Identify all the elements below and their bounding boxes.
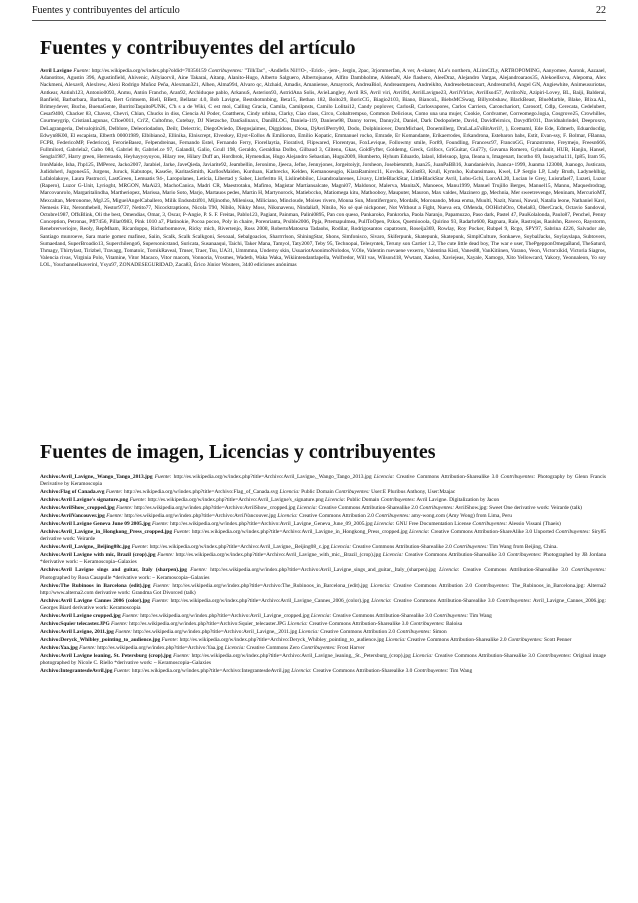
contributors-label: Contribuyentes:: [301, 644, 336, 651]
license-name: Creative Commons Attribution 2.0: [320, 629, 396, 636]
source-url[interactable]: http://es.wikipedia.org/w/index.php?title=Archivo:The_Rubinoos_in_Barcelona_(edit).jpg: [172, 582, 368, 589]
image-entry: [32, 645, 606, 652]
license-name: Creative Commons Attribution-Sharealike 2.0: [318, 505, 418, 512]
contributors-label: Contribuyentes:: [496, 598, 532, 604]
contributors-label: Contribuyentes:: [571, 567, 606, 574]
license-label: Licencia:: [412, 652, 433, 659]
source-url[interactable]: http://es.wikipedia.org/w/index.php?title=Archivo:Yaa.jpg: [97, 644, 224, 651]
contributors-list: "TilkTac", -Andlefis Nil!!O-, -Erick-, -jem-, Jergin, 2pac, 3rjommerfan, A ver, A-skater, ALe's northern, ALiimCfLy, ARTROPOMING, Aanyomee, Aaronk, Aazaael, Adanotitos, Agustin 396, Agustinfield, Ahivenic, Ailyiaorvil, Aine Takarai, Aitanp, Alanito-Hugo, Alberto Salguero, Albertojuanse, Alfito Dambholme, AldenaN, Ale flashero, AleeDraz, Alejandro Vargas, Alejandroaraos35, AlekoelIscva, Alepoma, Alex Nackmeni, Alexav8, Alexlrew, Alexi Rodrigo Muñoz Peña, Alexman321, Alhen, Alma994, Alvaro qc, Alzhaid, Amadis, Amaniense, Amayrock, AndreaBiol, Andreasmperu, Andreiklto, Andresebetancourt, Andresmo94, Angel GN, Angiewhite, Animeusuriotas, Antkear, Antiuh123, Antonio0093, Anmu, Antón Francho, Aran92, Archiduque pablo, ArkanuS, Asterion93, AstridAna Solis, AvieLangley, Avril RS, Avril viri, Avril94, AvrilLavigne23, AvrilVirlav, AvrilIso457, AvrilroNz, Azipiri-Lovey, BL, Baiji, Balderai, Banfield, Barbarbara, Barbarita, Bert Grimsem, Biell, BBett, Bellatar 4.0, Bob Lavigne, Bestshotnnbing, Beta15, Bethan 182, Boito29, BoricCG, Biagio2103, Biano, BiancoL, BiebsMCSwag, Billyrobshaw, BlackBeast, BlueMarble, Blake, Blixa.AL, Brimey4ever, Bucho, BuenaGente, BurritoTaquitoPUNK, C'h s a de Wiki, C est moi, Calling Gracia, Camila, Camilpnsts, Camilo Lolitai12, Candy poplover, CarlosB, Carlosvapores, Carlos Carriera, Caronchariort, Carosotf, Cdlp, Cerecata, Cedelubert, Cesar9400, Chacker 83, Chavez, Chevri, Chian, Chucks in diss, Ciencia Al Poder, Coatthens, Cindy urbina, Clarky, Ciao class, Circo, Cobaltrempso, Common Delicious, Como una una mujer, Cookie, Cordvamer, Correomego.logia, Cosgrove25, Crowhilles, Courtneygrip, CristianLagunas, Cfloe0011, Cri'Z, Cultofmo, Cutebay, DJ Nietzsche, DanSalinaxx, DaniBLOG, Daniela-119, Daniene98, Danny torres, Danny24, Daniel, Dark Dodopolette, David, Davidfeirnics, Davydfir011, Davidnahrindel, Deeproxro, DeLagrangeria, Delvalojtin26, Delblore, Deleoriodadon, Deilr, Delectric, DiegoOviedo, Diegosjaimes, Diggidons, Diosa, DjAvrilPerry00, Dodo, Dolphiniover, DomMichael, Donemillerg, DraLaLa5'sBitAvril?, ), Ecemaml, Ede Ede, Edmerb, Eduardocdig, Edwyn8K00, El escapista, Elberth 00001989, Elbibiano2, Ellinika, Elniscrept, Elveokey, Elyst+Eollos & Emiliorsto, Emilio Kopatic, Emmanuel rocko, Emrade, Er Komandante, Erikaerrodes, Erkandrona, Estebaron babs, Estit, Evan-ssy, F. Bolmar, FBanna, FCPB, FedericoMP, Federicorj, FerorieBasez, Felpendreinas, Fernando Estel, Fernando Ferry, Fiorellaytia, Fiorativd, Flipwared, Florentyas, FoxLevique, Followmy smile, For89, Foundling, Francesc97, FrancoGG, Franzstrome, Freymejo, Freesn666, Fullmilord, Gabriela2, Gabo 084, Gabriel 8r, Gabriel.ce 97, Galandil, Galio, Gcull 198, Geraldo, Geraldina Dolbo, Gilbaud 3, Glitenu, Gkas, GoldFyfter, Goldemg, Greck, Grifocs, GriGuitar, Gui77y, Guvama Romero, Gylanhalit, HUB, Hanjin, Hansel, Sengla1987, Harry green, Herrerasdo, Heyhayyoyoyou, Hilary ree, Hilary Duff an, Hordbrok, Hymendias, Hugo Alejandro Sebastian, Hugo2009, Humberto, Hyhum Eduardo, Ialaol, Idlelsuop, Igna, Ileana n, Imagenart, Incotho 69, Insayacha111, Ip85, Iram 95, IronMaide, Isha, I'hp125, IMPerez, Jacko2007, Jarabiel, Jarke, JaveQieda, Javiarite92, Jeambellin, Jeronimo, Jjeeca, Jefne, Jennyjones, Jorgeitoiyjt, Jorsheon, Josebietsmtb, Juan25, JuanPaBB16, Juandanielvin, Juanca+1999, Juanma 123008, Juanogo, Justicara, Judidoherl, Jugones55, Jurgens, Juruck, Kabutops, KaseSe, KaritasSmith, KarllosMaiden, Kurduan, Kathrecks, Kelden, Kemanoseugio, KiaraRamirez11, Kovdus, Kolist83, Krull, Kymsho, Kubansimasu, Kwel, LP Sergio LP, Lady Bruth, Ladynehlhig, Lafalolakoye, Laura Pastrucci, LastGreen, Lemuatis 94-, Laropolanes, Leticia, Libertad y Saber, Lisrferitto H, Lislinebbiloc, Lisandroalarenes, Livavy, LittleBlackStar, LittleBlackStar Avril, Lobu-Gchi, LoroAL20, Lucian le Grey, Luisrafael7, Luzeti, Luzor (Rapero), Luzor G-Unit, Lyrioght, MRGON, MaAi23, MachoCanica, Madri CR, Maestrotaku, Mafimo, Magistar Martiansalcate, Magni07, Maldonor, Malerva, ManitaX, Manoeos, Manu1999, Manuel Trujillo Berges, Manuel15, Mannu, Maquedrodrag, Marcovanrolo, Margaritalindha, Martheriopez, Marissa, Mario Soto, Marjo, Martauos pedes, Martin H, Martynorock, Matiebccko, Matiomega kitu, Mathooboy, Mauputer, Mauron, Max valdes, Mazinero gp, Mechnia, Mer sweetrevenge, Meninam, MercurioMT, Mexcaltan, Metronome, MgJ.25, MiguelAngelCaballero, Milik Endsndzif01, Mijinotho, Milenissa, Miliciano, Mincloude, Moises rivero, Monna Sun, Montiferrgoro, Mordalk, Moronando, Musa enma, Muulti, Nazit, Nanui, Nawal, Natalia leone, Nathaniel Kavi, Nemesis Fiiz, Neronthebell, Nestor9737, Netito77, Nicocktraptions, Nicola T90, Nibilo, Nikky Moss, Niksnavenu, Nindalia9, Nitsilo, No sé qué nickponer, Not Without a Fight, Nueva era, OMenda, OOHichiOro, Ohela83, OberCrack, Octavio Sandoval, Octubre1987, OffsBlink, Oli the best, Omendias, Omar, 3, Oscar, P-Angie, P. S. F. Freitas, Pablo123, Pagiant, Painman, Palini0895, Pan con queso, Pankaroko, Pankrorka, Paola Naranjo, Papamuzzo, Paso dark, Pastel 47, PauKolalonda, Paulo87, Penchel, Penny Conception, Petronas, Pff7456, Pillar0983, Pink 1010 a7, Platinokie, Pocoa pocoo, Poly in chaire, Porenrianta, Prsible2006, Ppja, Prtemapulmea, PullToOpen, Pzkos, Quemiooola, Quirino 93, Radarhr600, Ragnara, Raie, Rastrojas, Raulshn, Raveco, Raystorm, Renebrerveriojre, Reoly, RepMham, Ricardoppo, Richarbomnove, Ricky mich, Rivertenjo, Ross 2008, RobertoMatosrsa Tadaohs, Rodilar, Rodrigosantos capatrosm, Roseija369, Rowlay, Roy Pocker, Rubpel 9, Rcgo, SPY97, Sabrina 4226, Salvador ale, Santiago munroeve, Sara marie gomez mafinez, Saiin, Scalk, Scalk Scalkgoni, Sexoaal, Sebalgoacios, Sharrrrlson, ShiningStar, Shons, Simfonisco, Sivaro, Skiferpunk, Skatepunk, Skatepunk, SimplCulture, Sonkaeve, SoybalJacks, Soylayslapa, Subtovers, Sumaedand, SuperBroadio13, Superchilengo6, Supersonicstand, Suricata, Susanaaqui, Taichi, Taker Mana, Tamyol, Taty2007, Teby 95, Technopai, Telesyntek, Teruny son Cartier 1.2, The cute little dead boy, The war e user, ThePgepponOmegaBand, TheSaturd, Thmagy, Thirtylast, Tirizbel, Travagg, Tomatoic, TornikRaveal, Tmser, Traer, Tsu, UA31, Ummmna, Underny skin, UsuariotAnonimoNolodos, V.Ole, Valentin ruevaene vexerro, Valentina Kisti, Vanes88, VanKitiinen, Varano, Veon, Victorxikid, Victoria Siagros, Valencia rivas, Virginia Polo, Vitamine, Vitor Macaco, Vitor macom, Vonnoria, Vrosmes, Wadeth, Waka Waka, Wikiintendantlapella, Wolfredor, Will vas, Wilson418, Wwtant, Xaolso, Xaviejeas, Xayale, Xamogo, Xito Yellowcard, Yakory, Yeonnaleon, Yo soy LOL, YouchannelIsaverinl, Ysyu97, ZONADESEGURIDAD, Zaca83, Érico Júnior Wouters, 3440 ediciones anónimas: [40, 68, 606, 269]
license-label: Licencia:: [291, 668, 312, 675]
license-name: Creative Commons Attribution-Sharealike 3.0: [462, 567, 568, 574]
license-label: Licencia:: [325, 497, 346, 504]
source-label: Fuente:: [173, 652, 190, 659]
license-name: GNU Free Documentation License: [395, 520, 472, 527]
image-entry: [32, 637, 606, 644]
source-url[interactable]: http://es.wikipedia.org/w/index.php?title=Archivo:Deryck_Whibley_pointing_to_audience.jpg: [179, 637, 385, 644]
license-label: Licencia:: [224, 644, 246, 651]
source-url[interactable]: http://es.wikipedia.org/w/index.php?title=Archivo:Avril_Lavigne's_signature.png: [147, 497, 324, 504]
license-name: Creative Commons Attribution-ShareAlike 3.0 Unported: [430, 528, 554, 535]
image-file-name[interactable]: Archivo:Squier telecaster.JPG: [40, 621, 110, 628]
contributors-text: Photographed by JB Jordana *derivative work: ~ Keramoscopia~Galaxies: [40, 552, 606, 566]
image-file-name[interactable]: Archivo:AvrilShow_cropped.jpg: [40, 505, 115, 512]
contributors-text: Avril_Lavigne_Cannes_2006.jpg: Georges Biard derivative work: Keramoscopia: [40, 598, 606, 612]
contributors-text: Photographed by Rosa Casapulle *derivative work: ~ Keramoscopia~Galaxies: [40, 574, 210, 581]
contributors-text: Original image photographed by Nicole C. Riello *derivative work: ~ Keramoscopia~Galaxies: [40, 652, 606, 667]
contributors-label: Contribuyentes:: [500, 474, 536, 480]
contributors-text: Avril Lavigne. Digitalization by Jacon: [416, 497, 500, 504]
source-url[interactable]: http://es.wikipedia.org/w/index.php?title=Archivo:AvrilVancouver.jpg: [124, 513, 276, 520]
image-entry: [32, 505, 606, 512]
source-url[interactable]: http://es.wikipedia.org/w/index.php?title=Archivo:Avril_Lavigne,_2011.jpg: [133, 629, 298, 636]
license-label: Licencia:: [409, 528, 430, 535]
source-label: Fuente:: [173, 528, 191, 535]
license-name: Creative Commons Attribution-Sharealike 3.0: [393, 598, 495, 604]
article-sources-entry: [32, 68, 606, 270]
license-name: Creative Commons Attribution-Sharealike 3.0: [404, 552, 506, 559]
license-name: Creative Commons Attribution-Sharealike 3.0: [434, 652, 536, 659]
contributors-text: AvrilShow.jpg: Sweet One derivative work: Veirarde (talk): [455, 505, 582, 512]
contributors-label: Contribuyentes:: [474, 582, 510, 589]
source-url[interactable]: http://es.wikipedia.org/w/index.php?title=Archivo:Squier_telecaster.JPG: [129, 621, 286, 628]
image-entry: [32, 598, 606, 613]
source-label: Fuente:: [131, 544, 149, 551]
contributors-label: Contribuyentes:: [472, 520, 508, 527]
license-label: Licencia:: [374, 520, 395, 527]
license-label: Licencia:: [287, 621, 308, 628]
image-file-name[interactable]: Archivo:Avril Lavigne, 2011.jpg: [40, 629, 114, 636]
license-label: Licencia:: [330, 544, 352, 551]
license-name: Public Domain: [301, 489, 334, 496]
contributors-text: Simon: [432, 629, 447, 636]
image-file-name[interactable]: Archivo:Avril_Lavigne_in_Hongkong_Press_cropped.jpg: [40, 528, 173, 535]
article-sources-section: [32, 36, 606, 270]
source-url[interactable]: http://es.wikipedia.org/w/index.php?title=Archivo:Avril_Lavigne_cropped.jpg: [140, 613, 310, 620]
contributors-label: Contribuyentes:: [208, 68, 243, 74]
image-entry: [32, 613, 606, 620]
license-name: Creative Commons Attribution 2.0: [299, 513, 374, 520]
license-label: Licencia:: [310, 613, 332, 620]
image-file-name[interactable]: Archivo:Avril Lavigne Cannes 2006 (color).jpg: [40, 598, 150, 604]
source-url[interactable]: http://es.wikipedia.org/w/index.php?title=Archivo:Avril_Lavigne_Cannes_2006_(color).jpg: [170, 598, 370, 604]
image-file-name[interactable]: Archivo:Avril_Lavigne,_Beijing08c.jpg: [40, 544, 131, 551]
image-file-name[interactable]: Archivo:Deryck_Whibley_pointing_to_audience.jpg: [40, 637, 161, 644]
contributors-label: Contribuyentes:: [335, 489, 370, 496]
contributors-text: Siry85 derivative work: Veirarde: [40, 528, 607, 543]
image-file-name[interactable]: Archivo:Avril Lavigne Geneva June 09 2005.jpg: [40, 520, 151, 527]
image-entry-list: [32, 474, 606, 676]
license-name: Creative Commons Attribution-Sharealike 3.0: [396, 474, 499, 480]
license-name: Creative Commons Attribution-Sharealike 3.0: [309, 621, 409, 628]
source-url[interactable]: http://es.wikipedia.org/w/index.php?oldid=70356159: [91, 68, 207, 74]
image-sources-heading: Fuentes de imagen, Licencias y contribuyentes: [40, 441, 436, 463]
source-label: Fuente:: [190, 567, 207, 574]
license-label: Licencia:: [370, 582, 391, 589]
source-label: Fuente:: [106, 513, 123, 520]
image-entry: [32, 489, 606, 496]
image-entry: [32, 567, 606, 582]
license-label: Licencia:: [296, 505, 318, 512]
source-label: Fuente:: [151, 520, 169, 527]
running-header-title: Fuentes y contribuyentes del artículo: [32, 5, 180, 16]
source-label: Fuente:: [122, 613, 139, 620]
license-label: Licencia:: [371, 598, 392, 604]
contributors-text: User:E Pluribus Anthony, User:Mzajac: [371, 489, 456, 496]
image-file-name[interactable]: Archivo:Avril Lavigne cropped.jpg: [40, 613, 121, 620]
contributors-label: Contribuyentes:: [396, 629, 432, 636]
source-url[interactable]: http://es.wikipedia.org/w/index.php?title=Archivo:AvrilShow_cropped.jpg: [134, 505, 296, 512]
source-url[interactable]: http://es.wikipedia.org/w/index.php?title=Archivo:Avril_Lavigne_with_mic,_Brazil_(crop).jpg: [175, 552, 382, 559]
image-entry: [32, 474, 606, 489]
contributors-text: Scott Penner: [544, 637, 572, 644]
source-label: Fuente:: [153, 582, 170, 589]
source-label: Fuente:: [105, 489, 123, 496]
image-entry: [32, 529, 606, 544]
image-file-name[interactable]: Archivo:Avril Lavigne's signature.png: [40, 497, 129, 504]
source-label: Fuente:: [154, 474, 172, 480]
image-file-name[interactable]: Archivo:AvrilVancouver.jpg: [40, 513, 105, 520]
article-sources-heading: Fuentes y contribuyentes del artículo: [40, 37, 356, 59]
contributors-text: Tim Wang: [469, 613, 492, 620]
contributors-label: Contribuyentes:: [506, 552, 542, 559]
image-file-name[interactable]: Archivo:Avril Lavigne leaning, St. Petersburg (crop).jpg: [40, 652, 172, 659]
license-name: Creative Commons Attribution-Sharealike 2.0: [407, 637, 507, 644]
image-entry: [32, 668, 606, 675]
contributors-text: amy-wong.com (Amy Wong) from Lima, Peru: [411, 513, 512, 520]
contributors-label: Contribuyentes:: [375, 513, 411, 520]
contributors-label: Contribuyentes:: [507, 637, 543, 644]
license-name: Creative Commons Attribution 2.0: [393, 582, 473, 589]
article-name: Avril Lavigne: [40, 68, 72, 74]
source-url[interactable]: http://es.wikipedia.org/w/index.php?title=Archivo:Avril_Lavigne_leaning,_St._Petersburg_(crop).jpg: [191, 652, 411, 659]
source-url[interactable]: http://es.wikipedia.org/w/index.php?title=Archivo:Avril_Lavigne_in_Hongkong_Press_cropped.jpg: [191, 528, 408, 535]
source-label: Fuente:: [73, 68, 91, 74]
contributors-text: Tim Wang from Beijing, China.: [489, 544, 558, 551]
image-entry: [32, 552, 606, 567]
image-entry: [32, 629, 606, 636]
license-label: Licencia:: [385, 637, 406, 644]
image-entry: [32, 544, 606, 551]
contributors-label: Contribuyentes:: [433, 613, 469, 620]
source-url[interactable]: http://es.wikipedia.org/w/index.php?title=Archivo:Avril_Lavigne_sings_and_guitar,_Italy_(sharpen).jpg: [210, 567, 436, 574]
source-label: Fuente:: [113, 668, 131, 675]
source-url[interactable]: http://es.wikipedia.org/w/index.php?title=Archivo:Avril_Lavigne,_Beijing08_c.jpg: [149, 544, 330, 551]
contributors-text: Photography by Glenn Francis Derivative by Keramoscopia: [40, 474, 606, 488]
contributors-text: The_Rubinoos_in_Barcelona.jpg: Alterna2 http://www.alterna2.com derivative work: Grandma Got Divorced (talk): [40, 582, 606, 597]
license-label: Licencia:: [439, 567, 460, 574]
image-entry: [32, 621, 606, 628]
source-label: Fuente:: [151, 598, 169, 604]
image-entry: [32, 497, 606, 504]
license-label: Licencia:: [277, 513, 298, 520]
license-name: Public Domain: [346, 497, 380, 504]
license-label: Licencia:: [279, 489, 300, 496]
source-url[interactable]: http://es.wikipedia.org/w/index.php?title=Archivo:Avril_Lavigne,_Wango_Tango_2013.jpg: [173, 474, 372, 480]
source-label: Fuente:: [157, 552, 174, 559]
license-name: Creative Commons Attribution-Sharealike 2.0: [352, 544, 452, 551]
contributors-label: Contribuyentes:: [555, 528, 591, 535]
image-entry: [32, 521, 606, 528]
running-header: [32, 4, 606, 21]
source-url[interactable]: http://es.wikipedia.org/w/index.php?title=Archivo:IntegrantesdeAvril.jpg: [131, 668, 290, 675]
image-entry: [32, 653, 606, 668]
license-label: Licencia:: [373, 474, 395, 480]
contributors-text: Alessio Vissani (Thaeis): [508, 520, 561, 527]
license-name: Creative Commons Attribution-Sharealike 3.0: [312, 668, 413, 675]
license-label: Licencia:: [298, 629, 319, 636]
image-file-name[interactable]: Archivo:Flag of Canada.svg: [40, 489, 105, 496]
contributors-text: Frost Harver: [337, 644, 365, 651]
image-file-name[interactable]: Archivo:IntegrantesdeAvril.jpg: [40, 668, 113, 675]
license-name: Creative Commons Attribution-Sharealike 3.0: [332, 613, 433, 620]
contributors-label: Contribuyentes:: [453, 544, 488, 551]
source-label: Fuente:: [115, 629, 132, 636]
contributors-label: Contribuyentes:: [536, 652, 572, 659]
license-label: Licencia:: [382, 552, 404, 559]
contributors-label: Contribuyentes:: [380, 497, 416, 504]
image-entry: [32, 583, 606, 598]
image-entry: [32, 513, 606, 520]
source-label: Fuente:: [116, 505, 133, 512]
license-name: Creative Commons Zero: [246, 644, 300, 651]
image-sources-section: [32, 440, 606, 676]
source-label: Fuente:: [161, 637, 179, 644]
image-file-name[interactable]: Archivo:Yaa.jpg: [40, 644, 78, 651]
image-file-name[interactable]: Archivo:Avril Lavigne with mic, Brazil (crop).jpg: [40, 552, 156, 559]
source-label: Fuente:: [79, 644, 96, 651]
image-file-name[interactable]: Archivo:Avril_Lavigne,_Wango_Tango_2013.jpg: [40, 474, 153, 480]
source-url[interactable]: http://es.wikipedia.org/w/index.php?title=Archivo:Flag_of_Canada.svg: [123, 489, 279, 496]
contributors-label: Contribuyentes:: [409, 621, 445, 628]
contributors-label: Contribuyentes:: [419, 505, 455, 512]
image-file-name[interactable]: Archivo:The Rubinoos in Barcelona (edit).jpg: [40, 582, 151, 589]
contributors-label: Contribuyentes:: [413, 668, 449, 675]
page-number: 22: [596, 5, 606, 16]
contributors-text: Tim Wang: [449, 668, 473, 675]
contributors-text: Baloisa: [445, 621, 463, 628]
source-label: Fuente:: [111, 621, 128, 628]
image-file-name[interactable]: Archivo:Avril Lavigne sings and guitar, Italy (sharpen).jpg: [40, 567, 187, 574]
source-url[interactable]: http://es.wikipedia.org/w/index.php?title=Archivo:Avril_Lavigne_Geneva_June_09_2005.jpg: [170, 520, 373, 527]
source-label: Fuente:: [129, 497, 147, 504]
